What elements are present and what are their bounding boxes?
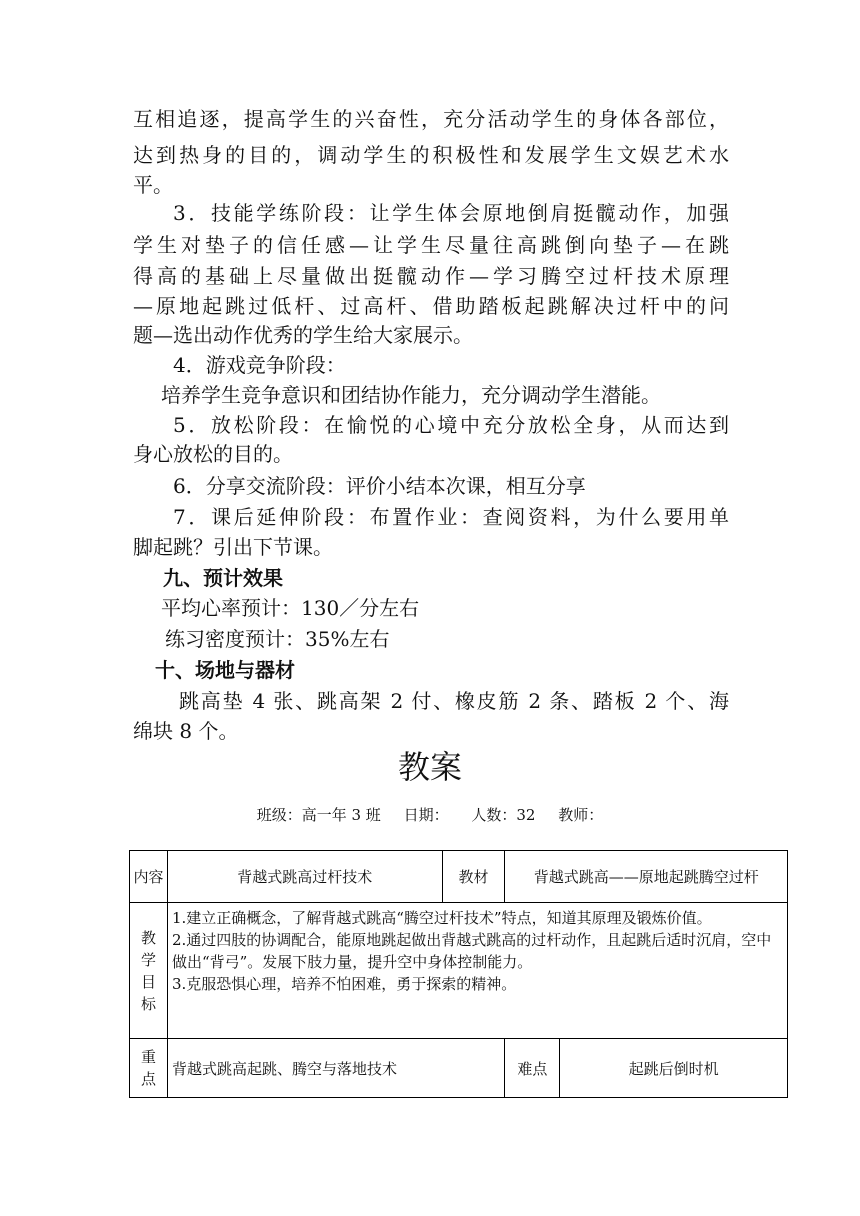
content-header: 内容 (130, 851, 168, 903)
key-point-cell: 背越式跳高起跳、腾空与落地技术 (167, 1039, 504, 1098)
paragraph-line: 得高的基础上尽量做出挺髋动作—学习腾空过杆技术原理 (133, 264, 729, 288)
paragraph-line: 平均心率预计：130／分左右 (161, 596, 420, 620)
table-row (130, 1039, 788, 1098)
paragraph-line: 绵块 8 个。 (133, 719, 239, 743)
difficulty-header: 难点 (505, 1039, 560, 1098)
lesson-meta (0, 804, 860, 825)
material-cell: 背越式跳高——原地起跳腾空过杆 (505, 851, 788, 903)
paragraph-line: 练习密度预计：35%左右 (165, 627, 390, 651)
paragraph-line: 达到热身的目的，调动学生的积极性和发展学生文娱艺术水 (133, 143, 729, 167)
teacher-label: 教师： (558, 806, 604, 824)
goal-item: 1.建立正确概念，了解背越式跳高“腾空过杆技术”特点，知道其原理及锻炼价值。 (171, 909, 712, 927)
paragraph-line: 7．课后延伸阶段：布置作业：查阅资料，为什么要用单 (173, 505, 729, 529)
material-header: 教材 (442, 851, 505, 903)
goal-item: 3.克服恐惧心理，培养不怕困难，勇于探索的精神。 (171, 975, 517, 993)
goals-header (130, 903, 168, 1039)
paragraph-line: 脚起跳？引出下节课。 (133, 535, 333, 559)
content-cell: 背越式跳高过杆技术 (167, 851, 442, 903)
paragraph-line: 互相追逐，提高学生的兴奋性，充分活动学生的身体各部位， (133, 107, 729, 131)
paragraph-line: —原地起跳过低杆、过高杆、借助踏板起跳解决过杆中的问 (133, 294, 729, 318)
paragraph-line: 跳高垫 4 张、跳高架 2 付、橡皮筋 2 条、踏板 2 个、海 (179, 689, 729, 713)
class-label: 班级：高一年 3 班 (256, 806, 381, 824)
difficulty-cell: 起跳后倒时机 (560, 1039, 788, 1098)
key-header-label: 重点 (140, 1048, 156, 1088)
goals-cell (167, 903, 787, 1039)
paragraph-line: 平。 (133, 173, 173, 197)
count-label: 人数：32 (471, 806, 536, 824)
lesson-table (129, 850, 788, 1098)
paragraph-line: 6．分享交流阶段：评价小结本次课，相互分享 (173, 474, 586, 498)
key-header (130, 1039, 168, 1098)
goal-item: 2.通过四肢的协调配合，能原地跳起做出背越式跳高的过杆动作，且起跳后适时沉肩，空中做出“背弓”。发展下肢力量，提升空中身体控制能力。 (171, 931, 772, 971)
paragraph-line: 题—选出动作优秀的学生给大家展示。 (133, 323, 473, 347)
section-heading: 十、场地与器材 (155, 658, 295, 682)
date-label: 日期： (403, 806, 449, 824)
paragraph-line: 5．放松阶段：在愉悦的心境中充分放松全身，从而达到 (173, 413, 729, 437)
section-heading: 九、预计效果 (163, 566, 283, 590)
table-row (130, 851, 788, 903)
paragraph-line: 培养学生竞争意识和团结协作能力，充分调动学生潜能。 (161, 383, 661, 407)
paragraph-line: 身心放松的目的。 (133, 442, 293, 466)
paragraph-line: 学生对垫子的信任感—让学生尽量往高跳倒向垫子—在跳 (133, 233, 729, 257)
paragraph-line: 3．技能学练阶段：让学生体会原地倒肩挺髋动作，加强 (173, 201, 729, 225)
goals-header-label: 教学目标 (140, 928, 156, 1013)
paragraph-line: 4．游戏竞争阶段： (173, 353, 346, 377)
table-row (130, 903, 788, 1039)
page-title: 教案 (397, 748, 462, 786)
